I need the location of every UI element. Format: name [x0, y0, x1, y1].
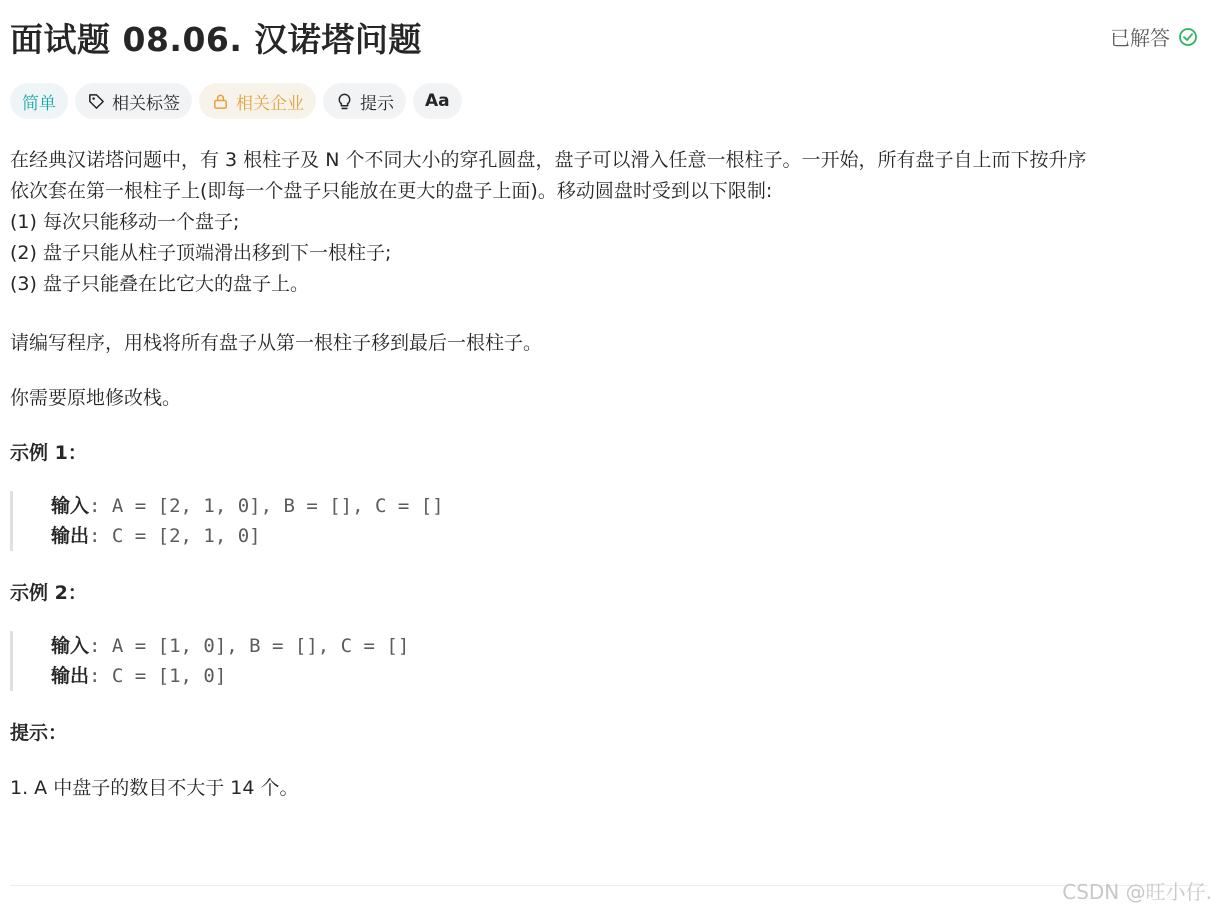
description-line: 在经典汉诺塔问题中，有 3 根柱子及 N 个不同大小的穿孔圆盘，盘子可以滑入任意一根柱子。一开始，所有盘子自上而下按升序 [10, 149, 1087, 171]
font-toggle-button[interactable] [413, 83, 462, 119]
hints-label: 提示 [360, 93, 394, 114]
solved-status [1110, 22, 1198, 51]
example-input [51, 491, 444, 521]
hints-button[interactable] [323, 83, 406, 119]
rule-item: (2) 盘子只能从柱子顶端滑出移到下一根柱子; [10, 242, 392, 264]
example-block [10, 631, 409, 691]
tag-bar [10, 83, 462, 119]
font-toggle-icon: Aa [425, 91, 450, 111]
related-companies-label: 相关企业 [236, 93, 304, 114]
output-value: : C = [1, 0] [89, 665, 227, 687]
problem-description [10, 145, 1210, 300]
related-companies-button[interactable] [199, 83, 316, 119]
input-label: 输入 [51, 495, 90, 517]
lock-icon [211, 92, 230, 111]
related-tags-button[interactable] [75, 83, 192, 119]
difficulty-label: 简单 [22, 93, 56, 114]
example-input [51, 631, 409, 661]
watermark: CSDN @旺小仔. [1062, 880, 1212, 904]
check-circle-icon [1178, 27, 1198, 47]
rule-item: (3) 盘子只能叠在比它大的盘子上。 [10, 273, 309, 295]
input-value: : A = [1, 0], B = [], C = [] [89, 635, 410, 657]
difficulty-badge[interactable] [10, 83, 68, 119]
example-output [51, 661, 409, 691]
input-label: 输入 [51, 635, 90, 657]
constraint-item: 1. A 中盘子的数目不大于 14 个。 [10, 777, 299, 799]
input-value: : A = [2, 1, 0], B = [], C = [] [89, 495, 444, 517]
example-heading: 示例 1： [10, 442, 87, 464]
example-output [51, 521, 444, 551]
task-text: 请编写程序，用栈将所有盘子从第一根柱子移到最后一根柱子。 [10, 332, 543, 354]
output-label: 输出 [51, 525, 90, 547]
output-value: : C = [2, 1, 0] [89, 525, 261, 547]
in-place-note: 你需要原地修改栈。 [10, 387, 182, 409]
output-label: 输出 [51, 665, 90, 687]
rule-item: (1) 每次只能移动一个盘子; [10, 211, 240, 233]
page-title: 面试题 08.06. 汉诺塔问题 [10, 20, 422, 59]
divider [10, 885, 1208, 886]
example-block [10, 491, 444, 551]
related-tags-label: 相关标签 [112, 93, 180, 114]
example-heading: 示例 2： [10, 582, 87, 604]
tag-icon [87, 92, 106, 111]
lightbulb-icon [335, 92, 354, 111]
solved-status-label: 已解答 [1110, 26, 1170, 50]
constraints-heading: 提示： [10, 722, 68, 744]
description-line: 依次套在第一根柱子上(即每一个盘子只能放在更大的盘子上面)。移动圆盘时受到以下限制: [10, 180, 773, 202]
